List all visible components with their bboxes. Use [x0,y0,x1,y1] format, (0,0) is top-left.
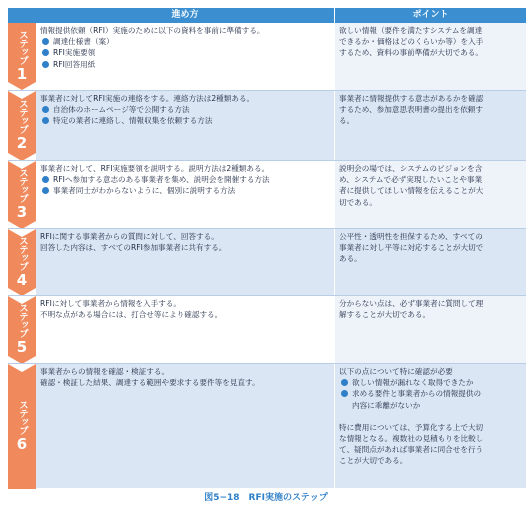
step-number: 2 [16,134,28,152]
step-row-5 [8,295,526,363]
step-content [36,296,334,363]
step-row-6 [8,363,526,488]
content-bullet [40,115,330,126]
point-line: 切である。 [339,197,377,207]
step-row-3 [8,160,526,228]
point-line: め、システムで必ず実現したいことや事業 [339,175,483,185]
step-point [334,91,526,160]
point-line: な情報となる。複数社の見積もりを比較し [339,434,484,444]
content-bullet [40,36,330,47]
bullet-dot-icon [42,38,49,45]
step-point [334,364,526,488]
step-label: ステップ [17,30,28,64]
point-line: て、疑問点があれば事業者に同合せを行う [339,445,484,455]
point-line: 説明会の場では、システムのビジョンを含 [339,164,483,173]
point-line: 解することが大切である。 [339,310,431,320]
point-line: ことが大切である。 [339,456,408,466]
content-bullet [40,47,330,58]
step-arrow-3 [8,161,36,228]
content-line: 事業者に対して、RFI実施要領を説明する。説明方法は2種類ある。 [40,164,270,173]
content-line: 事業者に対してRFI実施の連絡をする。連絡方法は2種類ある。 [40,94,255,103]
step-label: ステップ [17,168,28,202]
bullet-dot-icon [42,61,49,68]
point-line: 欲しい情報（要件を満たすシステムを調達 [339,26,483,35]
step-arrow-2 [8,91,36,160]
figure-caption: 図5−18 RFI実施のステップ [204,493,328,503]
bullet-text: 特定の業者に連絡し、情報収集を依頼する方法 [53,116,213,126]
point-line: 者に提供してほしい情報を伝えることが大 [339,186,484,196]
step-arrow-5 [8,296,36,363]
content-line: 回答した内容は、すべてのRFI参加事業者に共有する。 [40,243,227,253]
step-content [36,23,334,90]
step-content [36,364,334,488]
point-line: 特に費用については、予算化する上で大切 [339,422,484,432]
bullet-dot-icon [341,379,348,386]
table-header [8,8,526,23]
point-intro: 以下の点について特に確認が必要 [339,367,453,376]
step-label: ステップ [17,235,28,270]
content-line: 事業者からの情報を確認・検証する。 [40,367,170,376]
step-row-4 [8,228,526,295]
step-label: ステップ [17,99,28,133]
step-number: 5 [16,338,28,356]
point-bullet [339,388,522,399]
bullet-text: 欲しい情報が漏れなく取得できたか [352,378,474,388]
step-label: ステップ [17,303,28,337]
content-line: 情報提供依頼（RFI）実施のために以下の資料を事前に準備する。 [40,26,265,35]
content-bullet [40,185,330,196]
step-label: ステップ [17,399,28,434]
step-arrow-4 [8,229,36,295]
content-line: RFIに対して事業者から情報を入手する。 [40,299,181,308]
header-spacer [8,8,36,23]
content-line: 不明な点がある場合には、打合せ等により確認する。 [40,310,223,320]
step-row-2 [8,90,526,160]
bullet-text: 調達仕様書（案） [53,37,114,47]
step-number: 3 [16,203,28,221]
step-point [334,161,526,228]
bullet-text: RFIへ参加する意志のある事業者を集め、説明会を開催する方法 [53,175,270,185]
bullet-text: 求める要件と事業者からの情報提供の [352,389,482,399]
bullet-dot-icon [42,49,49,56]
point-line: る。 [339,116,355,126]
content-line: 確認・検証した結果、調達する範囲や要求する要件等を見直す。 [40,378,260,388]
step-point [334,229,526,295]
step-row-1 [8,23,526,90]
step-point [334,23,526,90]
rfi-steps-table [8,8,526,488]
spacer [339,411,522,422]
step-arrow-6 [8,364,36,488]
step-arrow-1 [8,23,36,90]
point-line: するため、参加意思表明書の提出を依頼す [339,105,483,115]
point-line: 分からない点は、必ず事業者に質問して理 [339,299,484,308]
bullet-text: RFI回答用紙 [53,59,96,69]
content-bullet [40,174,330,185]
bullet-text: 事業者同士がわからないように、個別に説明する方法 [53,186,236,196]
step-content [36,91,334,160]
step-number: 1 [16,65,28,83]
point-line: できるか・価格はどのくらいか等）を入手 [339,37,484,47]
header-content-column: 進め方 [171,10,199,20]
step-content [36,161,334,228]
point-line: 公平性・透明性を担保するため、すべての [339,232,483,241]
bullet-text: 自治体のホームページ等で公開する方法 [53,105,190,115]
bullet-dot-icon [42,117,49,124]
bullet-dot-icon [42,176,49,183]
step-number: 6 [16,434,28,453]
header-point-column: ポイント [334,8,526,23]
step-number: 4 [16,270,28,289]
bullet-dot-icon [341,390,348,397]
content-bullet [40,104,330,115]
bullet-text: RFI実施要領 [53,48,96,58]
point-line: 事業者に対し平等に対応することが大切で [339,243,484,253]
bullet-dot-icon [42,106,49,113]
point-line: するため、資料の事前準備が大切である。 [339,48,483,58]
step-content [36,229,334,295]
bullet-continuation: 内容に乖離がないか [352,400,421,410]
bullet-dot-icon [42,187,49,194]
content-bullet [40,59,330,70]
point-bullet [339,377,522,388]
content-line: RFIに関する事業者からの質問に対して、回答する。 [40,232,219,241]
point-line: ある。 [339,254,362,264]
point-line: 事業者に情報提供する意志があるかを確認 [339,94,484,103]
step-point [334,296,526,363]
